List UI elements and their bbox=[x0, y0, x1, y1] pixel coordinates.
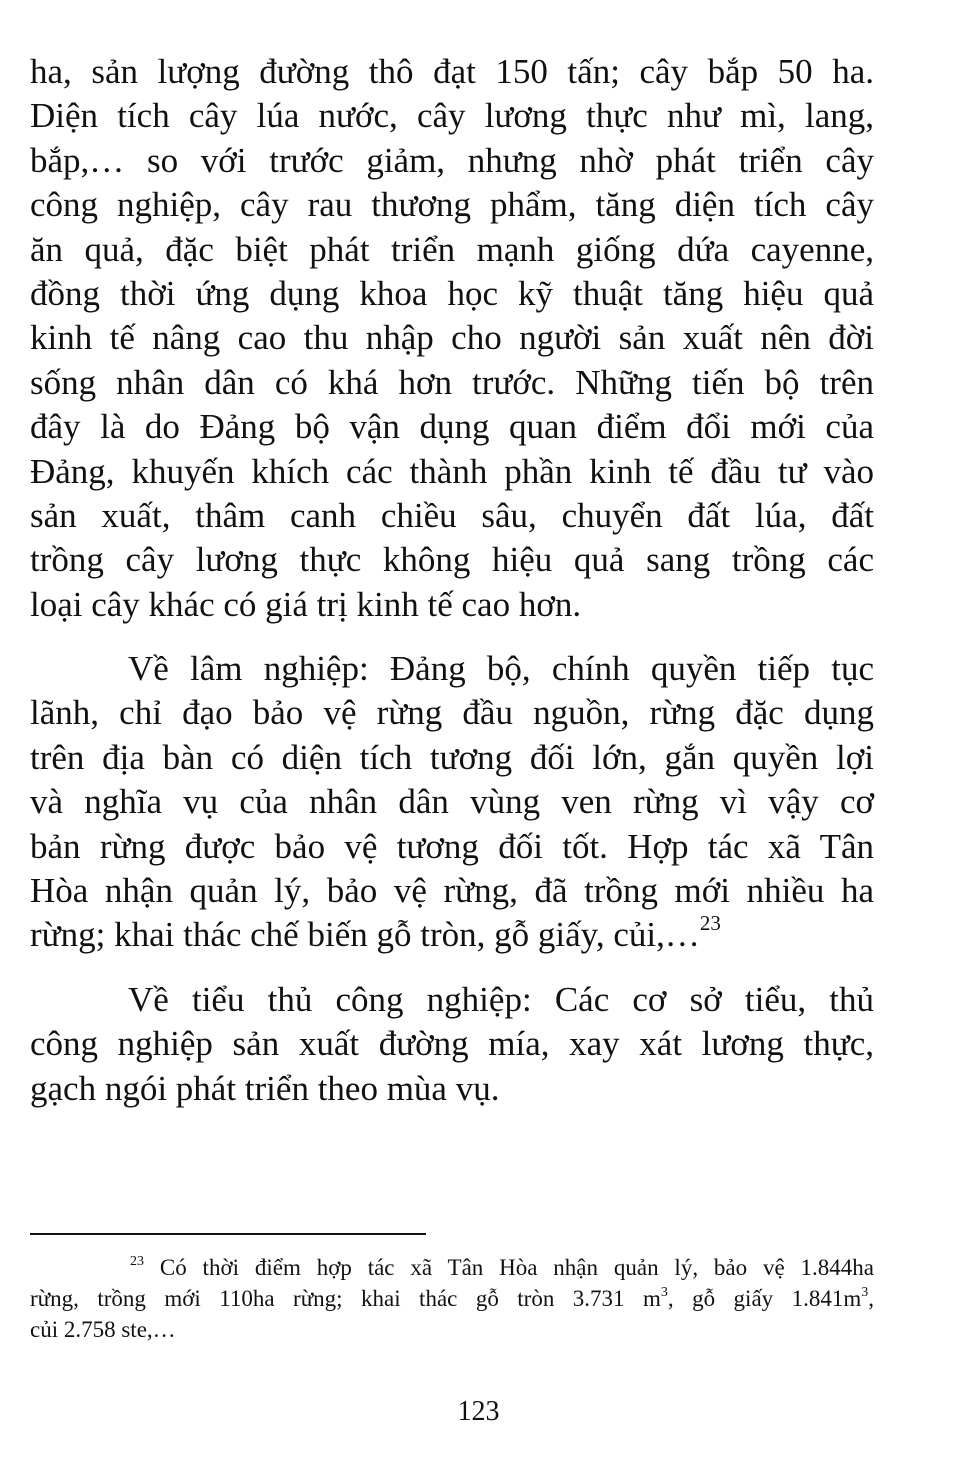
text-line: ha, sản lượng đường thô đạt 150 tấn; cây bắp 50 ha. bbox=[30, 52, 874, 91]
text-line: trồng cây lương thực không hiệu quả sang trồng các bbox=[30, 540, 874, 580]
text-line: Về tiểu thủ công nghiệp: Các cơ sở tiểu, thủ bbox=[128, 979, 874, 1019]
text-line bbox=[30, 913, 874, 957]
footnote-text: Có thời điểm hợp tác xã Tân Hòa nhận quản lý, bảo vệ 1.844ha bbox=[159, 1255, 875, 1280]
text-line: Về lâm nghiệp: Đảng bộ, chính quyền tiếp tục bbox=[128, 649, 874, 689]
text-line: Diện tích cây lúa nước, cây lương thực như mì, lang, bbox=[30, 96, 874, 136]
page-body bbox=[30, 50, 874, 1111]
footnote-text: , bbox=[868, 1286, 874, 1311]
footnote-text: rừng, trồng mới 110ha rừng; khai thác gỗ tròn 3.731 m bbox=[30, 1286, 661, 1311]
footnote-text: , gỗ giấy 1.841m bbox=[667, 1286, 862, 1311]
paragraph-handicraft bbox=[30, 978, 874, 1111]
paragraph-forestry bbox=[30, 647, 874, 958]
footnote-line: củi 2.758 ste,… bbox=[30, 1317, 176, 1342]
text-line: gạch ngói phát triển theo mùa vụ. bbox=[30, 1068, 500, 1108]
footnote bbox=[30, 1252, 874, 1345]
text-line: Hòa nhận quản lý, bảo vệ rừng, đã trồng mới nhiều ha bbox=[30, 871, 874, 911]
text-line: công nghiệp sản xuất đường mía, xay xát lương thực, bbox=[30, 1024, 874, 1064]
text-line: bản rừng được bảo vệ tương đối tốt. Hợp tác xã Tân bbox=[30, 826, 874, 866]
text-line: trên địa bàn có diện tích tương đối lớn, gắn quyền lợi bbox=[30, 737, 874, 777]
paragraph-agriculture bbox=[30, 50, 874, 627]
text-line: kinh tế nâng cao thu nhập cho người sản xuất nên đời bbox=[30, 318, 874, 358]
footnote-reference[interactable]: 23 bbox=[699, 911, 721, 936]
footnote-marker: 23 bbox=[130, 1254, 144, 1269]
text-line: Đảng, khuyến khích các thành phần kinh tế đầu tư vào bbox=[30, 451, 874, 491]
superscript: 3 bbox=[861, 1285, 869, 1300]
text-line: và nghĩa vụ của nhân dân vùng ven rừng vì vậy cơ bbox=[30, 782, 874, 822]
text-line: lãnh, chỉ đạo bảo vệ rừng đầu nguồn, rừng đặc dụng bbox=[30, 693, 874, 733]
text-line: bắp,… so với trước giảm, nhưng nhờ phát triển cây bbox=[30, 140, 874, 180]
text-line: sống nhân dân có khá hơn trước. Những tiến bộ trên bbox=[30, 362, 874, 402]
footnote-line bbox=[30, 1252, 874, 1283]
superscript: 3 bbox=[660, 1285, 668, 1300]
text-line-content: rừng; khai thác chế biến gỗ tròn, gỗ giấy, củi,… bbox=[30, 915, 700, 955]
text-line: ăn quả, đặc biệt phát triển mạnh giống dứa cayenne, bbox=[30, 229, 874, 269]
text-line: loại cây khác có giá trị kinh tế cao hơn. bbox=[30, 584, 582, 624]
footnote-line bbox=[30, 1283, 874, 1314]
text-line: công nghiệp, cây rau thương phẩm, tăng diện tích cây bbox=[30, 185, 874, 225]
footnote-separator bbox=[30, 1233, 426, 1235]
text-line: đồng thời ứng dụng khoa học kỹ thuật tăng hiệu quả bbox=[30, 273, 874, 313]
text-line: đây là do Đảng bộ vận dụng quan điểm đổi mới của bbox=[30, 407, 874, 447]
page-number: 123 bbox=[457, 1396, 500, 1427]
text-line: sản xuất, thâm canh chiều sâu, chuyển đất lúa, đất bbox=[30, 495, 874, 535]
